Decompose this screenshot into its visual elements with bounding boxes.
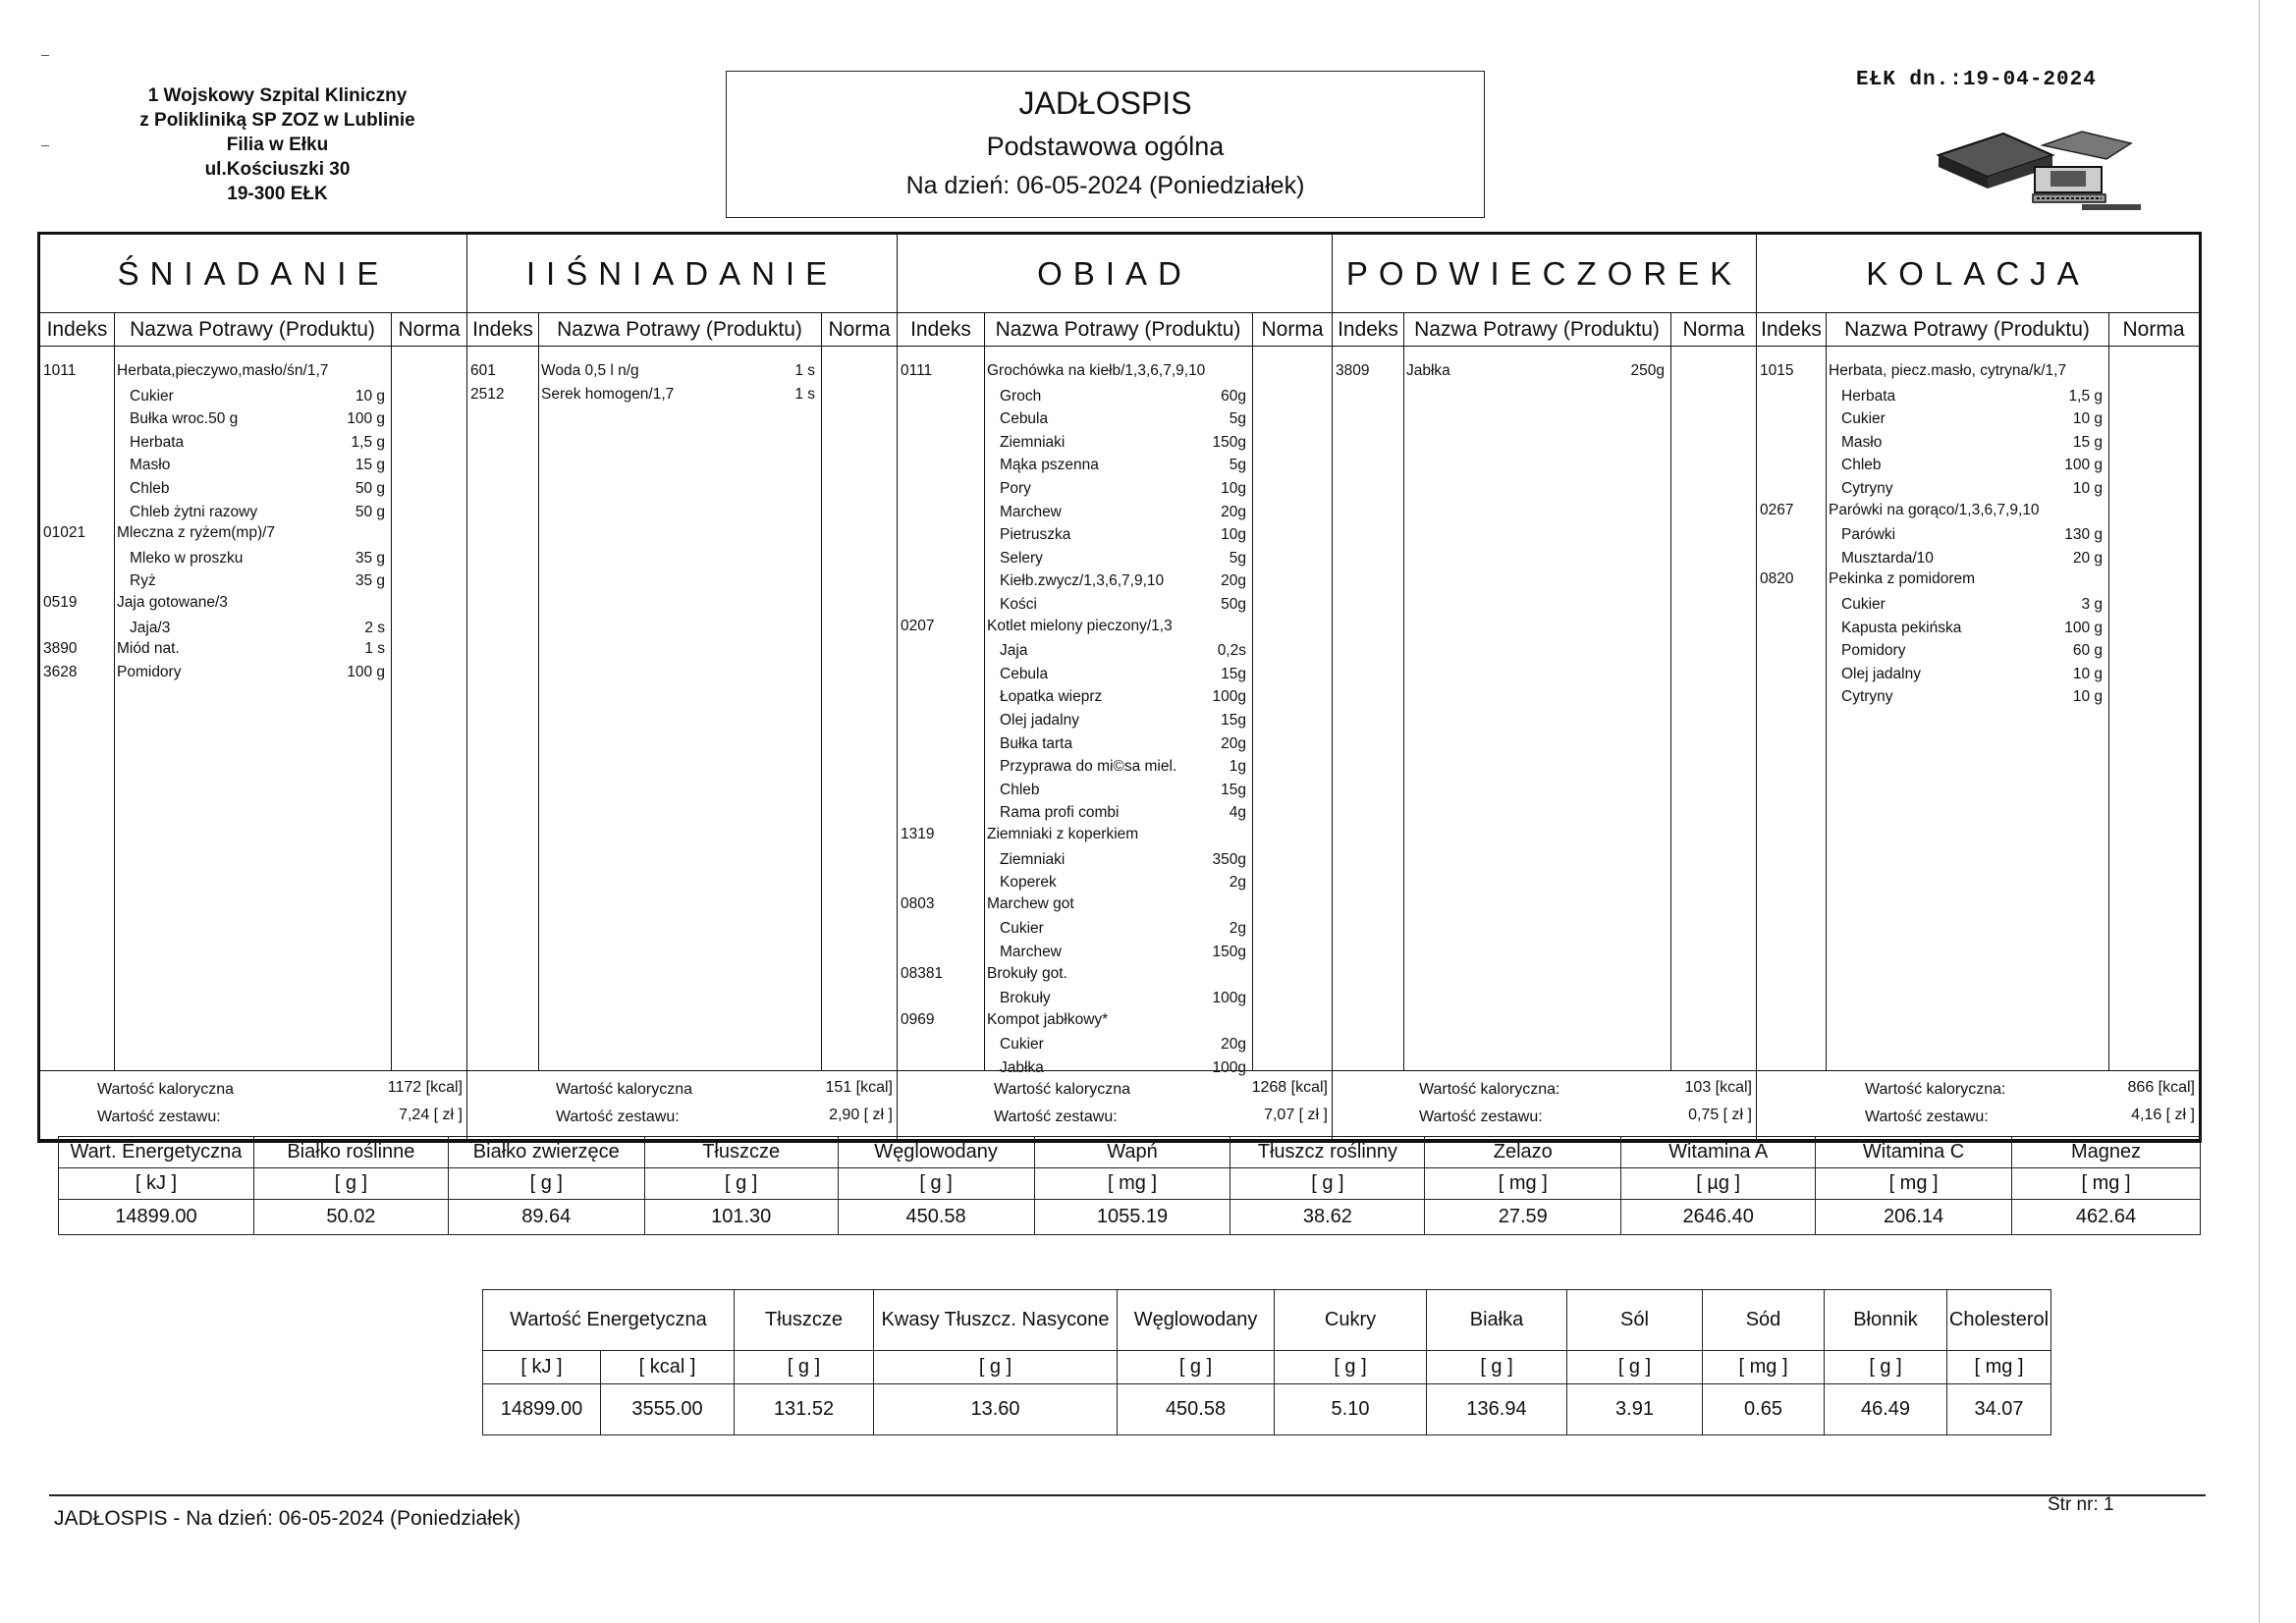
ingredient-norm: 1 s (794, 362, 815, 379)
ingredient-name: Pory (1000, 480, 1031, 497)
ingredient-name: Groch (1000, 387, 1042, 405)
col-header-norm: Norma (2108, 313, 2199, 347)
ingredient-norm: 50 g (355, 480, 385, 497)
ingredient-name: Selery (1000, 549, 1043, 567)
ingredient-norm: 10 g (355, 387, 385, 405)
nutrient-header: Tłuszcz roślinny (1230, 1137, 1425, 1168)
nutrient-unit: [ g ] (874, 1351, 1118, 1384)
ingredient-norm: 5g (1229, 410, 1246, 428)
item-index: 01021 (43, 524, 86, 542)
nutrient-header: Magnez (2012, 1137, 2201, 1168)
ingredient-name: Masło (130, 457, 171, 474)
dish-name: Brokuły got. (987, 964, 1067, 982)
nutrient-header: Węglowodany (838, 1137, 1034, 1168)
ingredient-norm: 15g (1221, 665, 1246, 682)
title-box (726, 71, 1485, 218)
ingredient-norm: 35 g (355, 549, 385, 567)
nutrient-value: 0.65 (1703, 1384, 1825, 1435)
item-index: 0820 (1760, 570, 1794, 588)
page-title: JADŁOSPIS (1018, 85, 1192, 121)
ingredient-norm: 10 g (2072, 410, 2103, 428)
ingredient-norm: 100 g (2064, 457, 2103, 474)
nutrient-unit: [ mg ] (1703, 1351, 1825, 1384)
ingredient-name: Brokuły (1000, 990, 1051, 1007)
nutrient-value: 46.49 (1825, 1384, 1947, 1435)
hospital-address (98, 83, 457, 206)
energy-value: 14899.00 (483, 1384, 601, 1435)
item-index: 1015 (1760, 362, 1794, 379)
nutrient-value: 38.62 (1230, 1200, 1425, 1235)
item-index: 2512 (470, 385, 505, 403)
col-header-name: Nazwa Potrawy (Produktu) (1403, 313, 1670, 347)
ingredient-norm: 35 g (355, 572, 385, 590)
ingredient-name: Herbata (130, 433, 185, 451)
item-index: 1011 (43, 362, 77, 379)
meal-column-1 (40, 235, 467, 1139)
cost-label: Wartość zestawu: (1419, 1109, 1543, 1125)
meal-summary (1333, 1070, 1756, 1139)
nutrient-unit: [ µg ] (1621, 1168, 1816, 1200)
ingredient-norm: 10g (1221, 526, 1246, 544)
ingredient-norm: 1,5 g (351, 433, 385, 451)
ingredient-norm: 5g (1229, 549, 1246, 567)
ingredient-name: Cytryny (1841, 688, 1893, 706)
energy-unit: [ kcal ] (601, 1351, 735, 1384)
ingredient-name: Jaja/3 (130, 619, 171, 636)
dish-name: Jaja gotowane/3 (117, 594, 228, 611)
ingredient-norm: 1 s (364, 640, 385, 658)
col-header-index: Indeks (1757, 313, 1826, 347)
ingredient-norm: 15 g (2072, 433, 2103, 451)
ingredient-name: Ziemniaki (1000, 850, 1066, 868)
column-divider (821, 313, 822, 1070)
kcal-value: 151 [kcal] (825, 1079, 893, 1096)
margin-mark (41, 145, 49, 146)
nutrient-unit: [ mg ] (1034, 1168, 1230, 1200)
cost-value: 2,90 [ zł ] (829, 1107, 893, 1123)
ingredient-norm: 60 g (2072, 642, 2103, 660)
ingredient-norm: 20g (1221, 1036, 1246, 1054)
kcal-label: Wartość kaloryczna (556, 1081, 692, 1098)
nutrient-unit: [ mg ] (2012, 1168, 2201, 1200)
ingredient-name: Kiełb.zwycz/1,3,6,7,9,10 (1000, 572, 1165, 590)
item-index: 08381 (901, 964, 944, 982)
ingredient-name: Mąka pszenna (1000, 457, 1099, 474)
nutrient-unit: [ g ] (644, 1168, 838, 1200)
hospital-line: 19-300 EŁK (227, 184, 328, 204)
nutrient-header: Sód (1703, 1290, 1825, 1351)
ingredient-name: Marchew (1000, 503, 1062, 520)
item-index: 0111 (901, 362, 933, 379)
printer-icon (1935, 116, 2151, 214)
nutrient-value: 450.58 (838, 1200, 1034, 1235)
nutrient-value: 450.58 (1118, 1384, 1275, 1435)
item-index: 3890 (43, 640, 78, 658)
kcal-value: 1268 [kcal] (1251, 1079, 1328, 1096)
ingredient-name: Chleb (130, 480, 170, 497)
nutrient-unit: [ g ] (1427, 1351, 1567, 1384)
item-index: 0207 (901, 617, 935, 634)
nutrient-value: 136.94 (1427, 1384, 1567, 1435)
ingredient-name: Olej jadalny (1000, 712, 1079, 729)
column-divider (538, 313, 539, 1070)
col-header-index: Indeks (898, 313, 984, 347)
nutrient-unit: [ g ] (1230, 1168, 1425, 1200)
nutrient-header: Białka (1427, 1290, 1567, 1351)
kcal-label: Wartość kaloryczna: (1865, 1081, 2006, 1098)
nutrient-value: 13.60 (874, 1384, 1118, 1435)
column-divider (1670, 313, 1671, 1070)
nutrient-unit: [ g ] (1567, 1351, 1703, 1384)
column-divider (984, 313, 985, 1070)
kcal-label: Wartość kaloryczna (994, 1081, 1130, 1098)
ingredient-name: Kapusta pekińska (1841, 619, 1962, 636)
ingredient-norm: 100g (1212, 990, 1246, 1007)
ingredient-name: Parówki (1841, 526, 1896, 544)
cost-label: Wartość zestawu: (994, 1109, 1118, 1125)
col-header-name: Nazwa Potrawy (Produktu) (114, 313, 391, 347)
ingredient-name: Jabłka (1000, 1059, 1044, 1076)
dish-name: Pomidory (117, 663, 182, 680)
dish-name: Serek homogen/1,7 (541, 385, 675, 403)
kcal-value: 866 [kcal] (2127, 1079, 2195, 1096)
ingredient-norm: 5g (1229, 457, 1246, 474)
ingredient-norm: 10g (1221, 480, 1246, 497)
meal-title: IIŚNIADANIE (467, 235, 897, 313)
item-index: 0519 (43, 594, 78, 611)
page-subtitle: Podstawowa ogólna (986, 132, 1225, 161)
ingredient-norm: 20g (1221, 503, 1246, 520)
ingredient-name: Łopatka wieprz (1000, 688, 1103, 706)
ingredient-norm: 100g (1212, 688, 1246, 706)
dish-name: Miód nat. (117, 640, 180, 658)
ingredient-norm: 3 g (2081, 596, 2103, 613)
nutrient-unit: [ mg ] (1816, 1168, 2012, 1200)
kcal-label: Wartość kaloryczna (97, 1081, 234, 1098)
ingredient-name: Mleko w proszku (130, 549, 244, 567)
ingredient-norm: 100 g (2064, 619, 2103, 636)
ingredient-name: Cebula (1000, 410, 1049, 428)
cost-value: 7,07 [ zł ] (1264, 1107, 1328, 1123)
ingredient-norm: 150g (1212, 944, 1246, 960)
hospital-line: Filia w Ełku (226, 135, 329, 155)
meal-summary (467, 1070, 897, 1139)
meal-column-4 (1333, 235, 1757, 1139)
ingredient-norm: 20 g (2072, 549, 2103, 567)
ingredient-name: Cytryny (1841, 480, 1893, 497)
nutrient-value: 14899.00 (59, 1200, 254, 1235)
footer-title: JADŁOSPIS - Na dzień: 06-05-2024 (Poniedziałek) (54, 1507, 521, 1530)
item-index: 3809 (1336, 362, 1370, 379)
column-divider (1826, 313, 1827, 1070)
cost-value: 7,24 [ zł ] (399, 1107, 463, 1123)
meal-summary (1757, 1070, 2199, 1139)
ingredient-norm: 150g (1212, 433, 1246, 451)
meal-column-3 (898, 235, 1333, 1139)
cost-value: 4,16 [ zł ] (2131, 1107, 2195, 1123)
ingredient-norm: 1,5 g (2068, 387, 2103, 405)
col-header-index: Indeks (40, 313, 114, 347)
page-number: Str nr: 1 (2048, 1494, 2114, 1515)
menu-date: Na dzień: 06-05-2024 (Poniedziałek) (905, 172, 1305, 199)
ingredient-name: Olej jadalny (1841, 665, 1921, 682)
nutrient-header: Żelazo (1425, 1137, 1621, 1168)
ingredient-norm: 250g (1630, 362, 1665, 379)
ingredient-name: Ryż (130, 572, 156, 590)
meal-summary (40, 1070, 466, 1139)
dish-name: Herbata, piecz.masło, cytryna/k/1,7 (1829, 362, 2067, 379)
item-index: 0969 (901, 1010, 935, 1028)
ingredient-norm: 60g (1221, 387, 1246, 405)
ingredient-norm: 2 s (364, 619, 385, 636)
ingredient-norm: 15 g (355, 457, 385, 474)
nutrient-value: 27.59 (1425, 1200, 1621, 1235)
ingredient-name: Jaja (1000, 642, 1028, 660)
nutrient-unit: [ mg ] (1947, 1351, 2051, 1384)
hospital-line: ul.Kościuszki 30 (204, 159, 351, 180)
dish-name: Grochówka na kiełb/1,3,6,7,9,10 (987, 362, 1206, 379)
item-index: 0803 (901, 894, 935, 912)
dish-name: Parówki na gorąco/1,3,6,7,9,10 (1829, 501, 2040, 518)
ingredient-name: Rama profi combi (1000, 804, 1120, 822)
nutrient-header: Tłuszcze (735, 1290, 874, 1351)
ingredient-name: Masło (1841, 433, 1883, 451)
nutrient-value: 206.14 (1816, 1200, 2012, 1235)
ingredient-name: Chleb żytni razowy (130, 503, 258, 520)
col-header-norm: Norma (391, 313, 467, 347)
nutrient-header: Cholesterol (1947, 1290, 2051, 1351)
meal-title: PODWIECZOREK (1333, 235, 1756, 313)
ingredient-norm: 20g (1221, 734, 1246, 752)
col-header-norm: Norma (821, 313, 898, 347)
nutrient-header: Błonnik (1825, 1290, 1947, 1351)
ingredient-name: Kości (1000, 596, 1037, 613)
nutrient-value: 101.30 (644, 1200, 838, 1235)
col-header-name: Nazwa Potrawy (Produktu) (538, 313, 821, 347)
ingredient-name: Cukier (1000, 920, 1044, 938)
nutrient-header: Węglowodany (1118, 1290, 1275, 1351)
cost-label: Wartość zestawu: (556, 1109, 680, 1125)
meal-column-2 (467, 235, 898, 1139)
dish-name: Woda 0,5 l n/g (541, 362, 639, 379)
nutrition-table-daily (58, 1136, 2201, 1235)
ingredient-name: Przyprawa do mi©sa miel. (1000, 758, 1177, 776)
dish-name: Herbata,pieczywo,masło/śn/1,7 (117, 362, 329, 379)
col-header-index: Indeks (1333, 313, 1403, 347)
nutrient-value: 3.91 (1567, 1384, 1703, 1435)
nutrient-unit: [ g ] (838, 1168, 1034, 1200)
nutrient-header: Białko roślinne (253, 1137, 448, 1168)
dish-name: Pekinka z pomidorem (1829, 570, 1976, 588)
column-divider (2108, 313, 2109, 1070)
kcal-value: 103 [kcal] (1684, 1079, 1752, 1096)
nutrient-header: Wapń (1034, 1137, 1230, 1168)
ingredient-norm: 1g (1229, 758, 1246, 776)
ingredient-norm: 15g (1221, 781, 1246, 798)
nutrient-unit: [ g ] (448, 1168, 644, 1200)
dish-name: Kotlet mielony pieczony/1,3 (987, 617, 1173, 634)
meal-summary (898, 1070, 1332, 1139)
col-header-name: Nazwa Potrawy (Produktu) (1826, 313, 2108, 347)
nutrient-header: Wart. Energetyczna (59, 1137, 254, 1168)
dish-name: Marchew got (987, 894, 1074, 912)
nutrient-header: Sól (1567, 1290, 1703, 1351)
energy-header: Wartość Energetyczna (483, 1290, 735, 1351)
ingredient-norm: 100g (1212, 1059, 1246, 1076)
ingredient-norm: 350g (1212, 850, 1246, 868)
meal-column-5 (1757, 235, 2199, 1139)
column-divider (391, 313, 392, 1070)
dish-name: Ziemniaki z koperkiem (987, 826, 1139, 842)
nutrient-unit: [ mg ] (1425, 1168, 1621, 1200)
column-divider (114, 313, 115, 1070)
col-header-norm: Norma (1670, 313, 1757, 347)
nutrient-unit: [ g ] (1825, 1351, 1947, 1384)
dish-name: Kompot jabłkowy* (987, 1010, 1109, 1028)
dish-name: Jabłka (1406, 362, 1450, 379)
nutrient-header: Tłuszcze (644, 1137, 838, 1168)
ingredient-name: Cukier (1841, 596, 1886, 613)
ingredient-norm: 50 g (355, 503, 385, 520)
item-index: 1319 (901, 826, 935, 842)
ingredient-norm: 100 g (347, 663, 385, 680)
item-index: 0267 (1760, 501, 1794, 518)
ingredient-name: Musztarda/10 (1841, 549, 1934, 567)
meal-title: ŚNIADANIE (40, 235, 466, 313)
col-header-name: Nazwa Potrawy (Produktu) (984, 313, 1252, 347)
ingredient-norm: 0,2s (1217, 642, 1246, 660)
nutrient-value: 1055.19 (1034, 1200, 1230, 1235)
page-edge (2259, 0, 2260, 1623)
ingredient-name: Marchew (1000, 944, 1062, 960)
ingredient-name: Bułka tarta (1000, 734, 1073, 752)
ingredient-name: Cukier (130, 387, 174, 405)
ingredient-norm: 2g (1229, 874, 1246, 892)
nutrient-value: 462.64 (2012, 1200, 2201, 1235)
item-index: 3628 (43, 663, 78, 680)
col-header-norm: Norma (1252, 313, 1333, 347)
ingredient-norm: 15g (1221, 712, 1246, 729)
column-divider (1403, 313, 1404, 1070)
ingredient-norm: 130 g (2064, 526, 2103, 544)
column-divider (1252, 313, 1253, 1070)
ingredient-norm: 4g (1229, 804, 1246, 822)
margin-mark (41, 55, 49, 56)
nutrient-unit: [ g ] (735, 1351, 874, 1384)
energy-unit: [ kJ ] (483, 1351, 601, 1384)
ingredient-norm: 100 g (347, 410, 385, 428)
nutrient-unit: [ g ] (1275, 1351, 1427, 1384)
kcal-value: 1172 [kcal] (387, 1079, 463, 1096)
ingredient-norm: 2g (1229, 920, 1246, 938)
ingredient-norm: 20g (1221, 572, 1246, 590)
ingredient-name: Cukier (1000, 1036, 1044, 1054)
meal-title: KOLACJA (1757, 235, 2199, 313)
nutrient-unit: [ g ] (253, 1168, 448, 1200)
item-index: 601 (470, 362, 496, 379)
nutrient-header: Witamina A (1621, 1137, 1816, 1168)
menu-table (37, 232, 2202, 1143)
ingredient-norm: 50g (1221, 596, 1246, 613)
nutrient-unit: [ kJ ] (59, 1168, 254, 1200)
nutrient-header: Witamina C (1816, 1137, 2012, 1168)
cost-label: Wartość zestawu: (1865, 1109, 1989, 1125)
ingredient-name: Chleb (1000, 781, 1040, 798)
nutrient-unit: [ g ] (1118, 1351, 1275, 1384)
col-header-index: Indeks (467, 313, 538, 347)
nutrient-value: 5.10 (1275, 1384, 1427, 1435)
ingredient-name: Koperek (1000, 874, 1057, 892)
nutrient-value: 89.64 (448, 1200, 644, 1235)
energy-value: 3555.00 (601, 1384, 735, 1435)
ingredient-name: Pietruszka (1000, 526, 1071, 544)
nutrient-header: Białko zwierzęce (448, 1137, 644, 1168)
dish-name: Mleczna z ryżem(mp)/7 (117, 524, 276, 542)
ingredient-name: Herbata (1841, 387, 1896, 405)
ingredient-name: Chleb (1841, 457, 1882, 474)
kcal-label: Wartość kaloryczna: (1419, 1081, 1560, 1098)
location-date: EŁK dn.:19-04-2024 (1856, 69, 2097, 91)
ingredient-name: Bułka wroc.50 g (130, 410, 239, 428)
ingredient-norm: 10 g (2072, 480, 2103, 497)
ingredient-name: Cebula (1000, 665, 1049, 682)
meal-title: OBIAD (898, 235, 1332, 313)
footer-divider (49, 1494, 2206, 1496)
nutrient-value: 50.02 (253, 1200, 448, 1235)
cost-value: 0,75 [ zł ] (1688, 1107, 1752, 1123)
ingredient-norm: 10 g (2072, 665, 2103, 682)
hospital-line: 1 Wojskowy Szpital Kliniczny (147, 85, 408, 106)
cost-label: Wartość zestawu: (97, 1109, 221, 1125)
ingredient-name: Cukier (1841, 410, 1886, 428)
nutrient-value: 34.07 (1947, 1384, 2051, 1435)
ingredient-norm: 1 s (794, 385, 815, 403)
nutrient-value: 131.52 (735, 1384, 874, 1435)
nutrient-header: Kwasy Tłuszcz. Nasycone (874, 1290, 1118, 1351)
nutrient-header: Cukry (1275, 1290, 1427, 1351)
hospital-line: z Polikliniką SP ZOZ w Lublinie (139, 110, 415, 131)
ingredient-name: Ziemniaki (1000, 433, 1066, 451)
ingredient-norm: 10 g (2072, 688, 2103, 706)
nutrient-value: 2646.40 (1621, 1200, 1816, 1235)
ingredient-name: Pomidory (1841, 642, 1906, 660)
nutrition-table-summary (482, 1289, 2051, 1435)
